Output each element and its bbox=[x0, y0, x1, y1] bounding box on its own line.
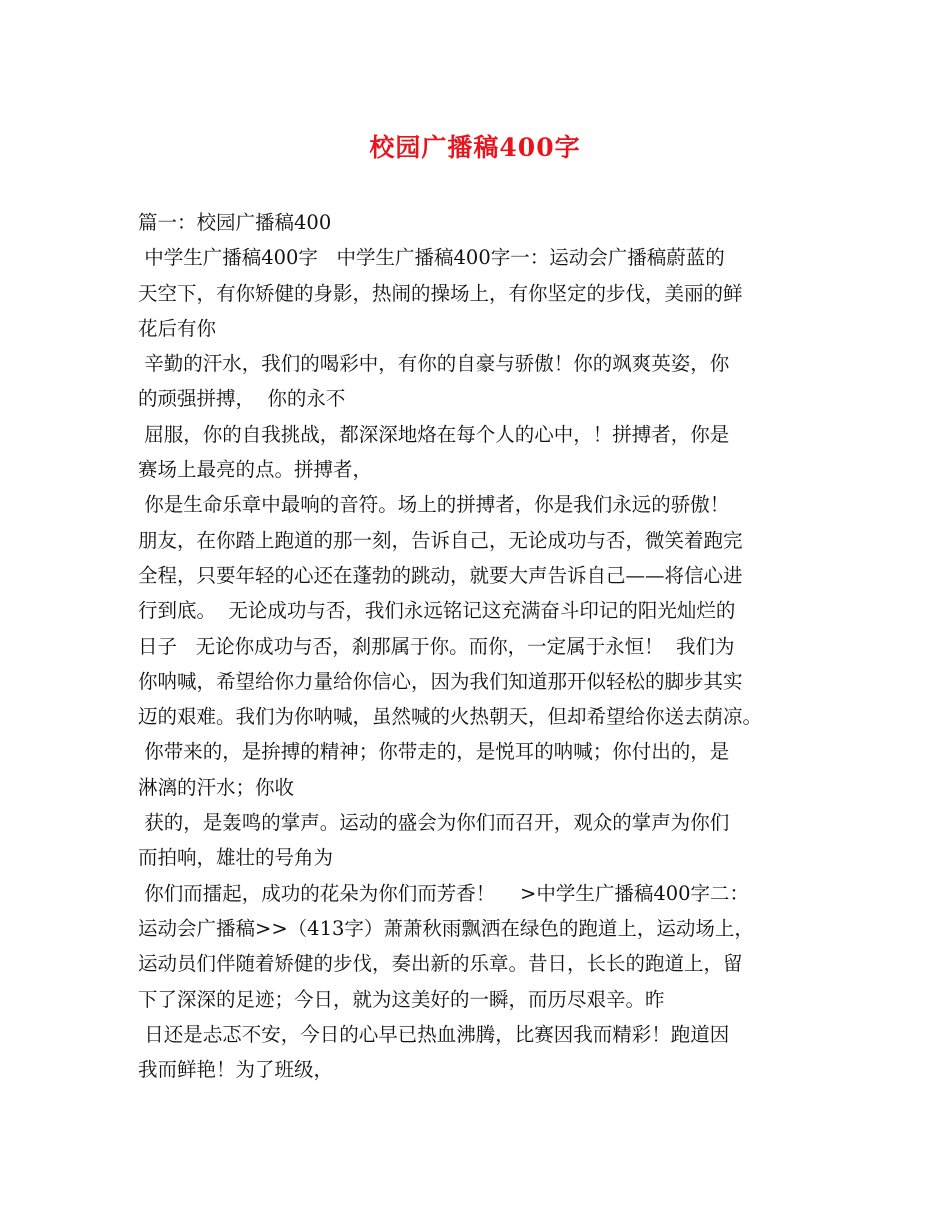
text-line: 我而鲜艳！为了班级， bbox=[138, 1058, 334, 1082]
text-line: 日还是忐忑不安，今日的心早已热血沸腾，比赛因我而精彩！跑道因 bbox=[138, 1022, 730, 1046]
text-line: 的顽强拼搏， 你的永不 bbox=[138, 387, 346, 411]
text-line: 篇一：校园广播稿400 bbox=[138, 211, 332, 234]
text-line: 淋漓的汗水；你收 bbox=[138, 775, 295, 799]
text-line: 下了深深的足迹；今日，就为这美好的一瞬，而历尽艰辛。昨 bbox=[138, 987, 665, 1011]
text-line: 运动员们伴随着矫健的步伐，奏出新的乐章。昔日，长长的跑道上，留 bbox=[138, 952, 743, 976]
text-line: 你是生命乐章中最响的音符。场上的拼搏者，你是我们永远的骄傲！ bbox=[138, 493, 730, 517]
text-line: 屈服，你的自我挑战，都深深地烙在每个人的心中，！拼搏者，你是 bbox=[138, 422, 730, 446]
text-line: 辛勤的汗水，我们的喝彩中，有你的自豪与骄傲！你的飒爽英姿，你 bbox=[138, 352, 730, 376]
text-line: 迈的艰难。我们为你呐喊，虽然喊的火热朝天，但却希望给你送去荫凉。 bbox=[138, 705, 763, 729]
text-line: 你们而擂起，成功的花朵为你们而芳香！ >中学生广播稿400字二： bbox=[138, 881, 750, 905]
document-body bbox=[138, 205, 828, 1087]
text-line: 赛场上最亮的点。拼搏者， bbox=[138, 458, 373, 482]
text-line: 中学生广播稿400字 中学生广播稿400字一：运动会广播稿蔚蓝的 bbox=[138, 246, 725, 270]
text-line: 你带来的，是拚搏的精神；你带走的，是悦耳的呐喊；你付出的，是 bbox=[138, 740, 730, 764]
text-line: 日子 无论你成功与否，刹那属于你。而你，一定属于永恒！ 我们为 bbox=[138, 634, 735, 658]
text-line: 获的，是轰鸣的掌声。运动的盛会为你们而召开，观众的掌声为你们 bbox=[138, 811, 730, 835]
text-line: 而拍响，雄壮的号角为 bbox=[138, 846, 334, 870]
text-line: 花后有你 bbox=[138, 316, 217, 340]
text-line: 天空下，有你矫健的身影，热闹的操场上，有你坚定的步伐，美丽的鲜 bbox=[138, 281, 743, 305]
text-line: 朋友，在你踏上跑道的那一刻，告诉自己，无论成功与否，微笑着跑完 bbox=[138, 528, 743, 552]
text-line: 运动会广播稿>>（413字）萧萧秋雨飘洒在绿色的跑道上，运动场上， bbox=[138, 916, 754, 940]
text-line: 你呐喊，希望给你力量给你信心，因为我们知道那开似轻松的脚步其实 bbox=[138, 669, 743, 693]
text-line: 全程，只要年轻的心还在蓬勃的跳动，就要大声告诉自己——将信心进 bbox=[138, 563, 743, 587]
text-line: 行到底。 无论成功与否，我们永远铭记这充满奋斗印记的阳光灿烂的 bbox=[138, 599, 736, 623]
document-title: 校园广播稿400字 bbox=[369, 133, 581, 162]
